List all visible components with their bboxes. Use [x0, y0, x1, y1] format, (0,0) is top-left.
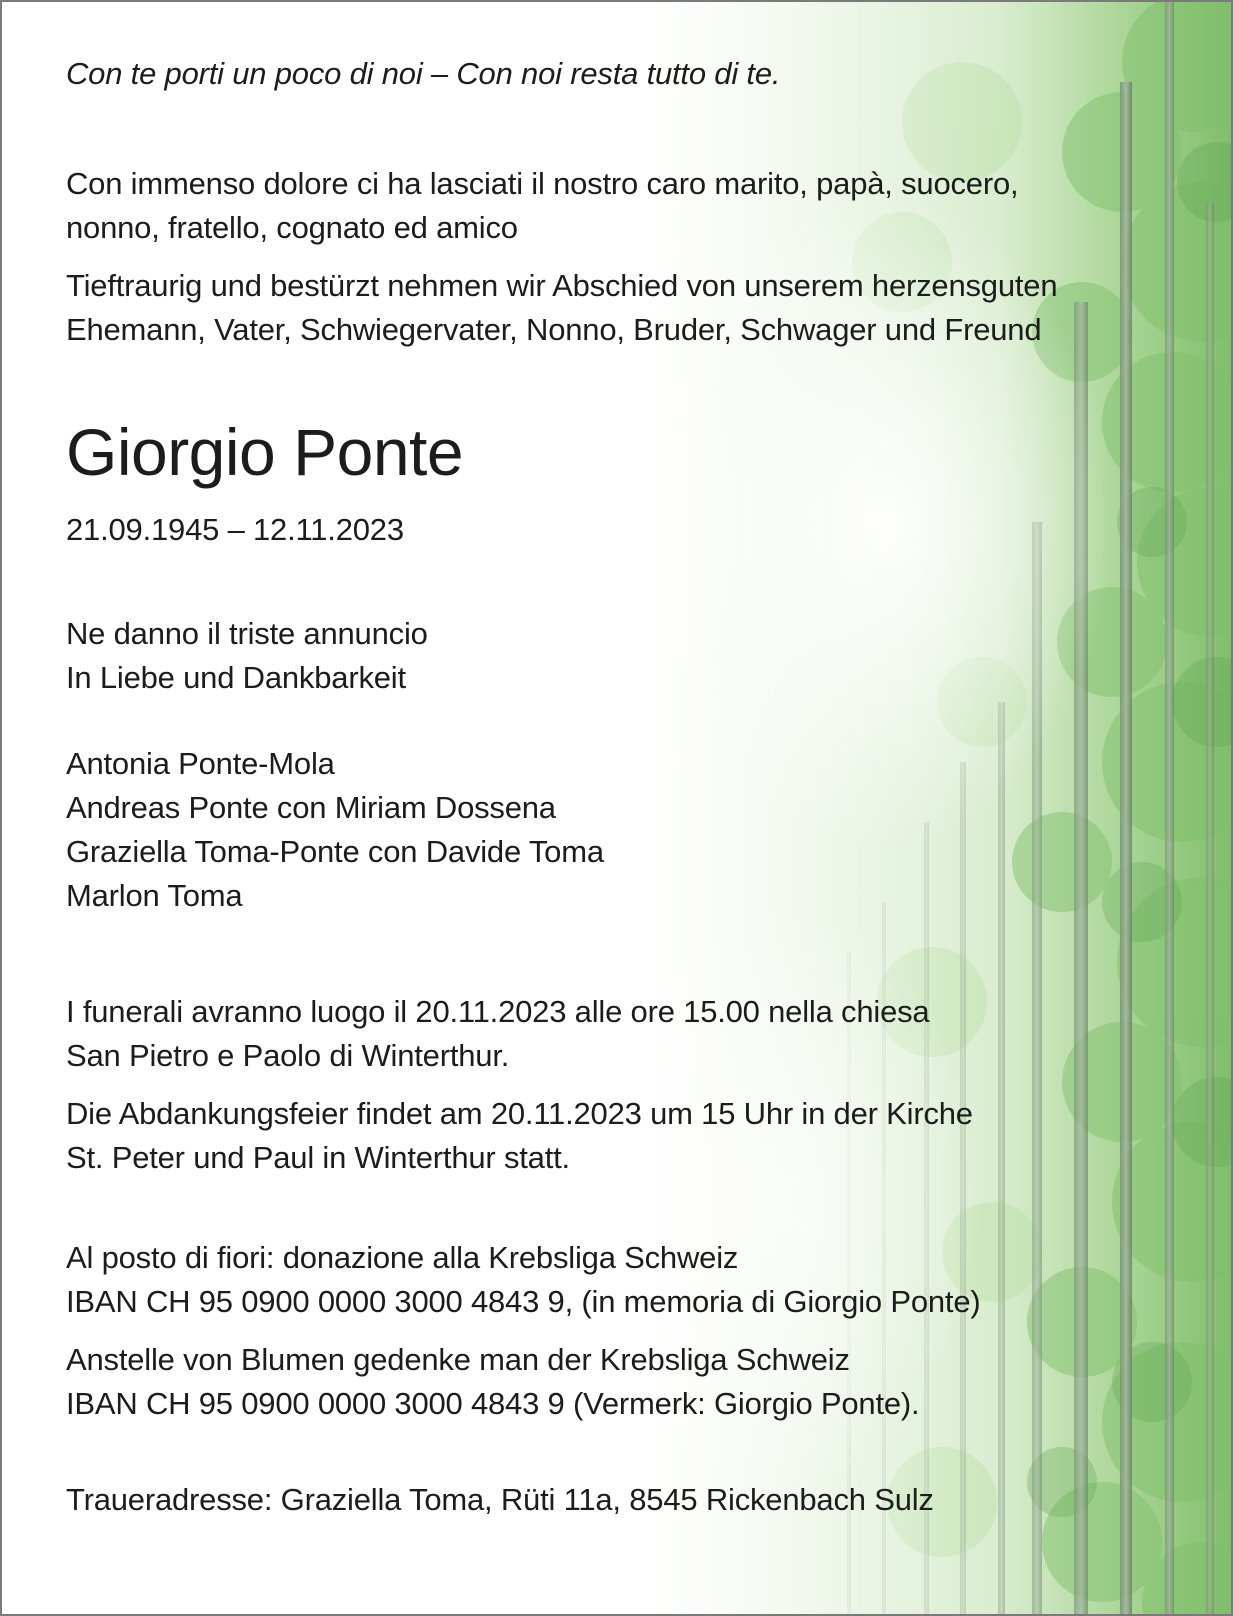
- funeral-italian-line-1: I funerali avranno luogo il 20.11.2023 alle ore 15.00 nella chiesa: [66, 994, 930, 1029]
- donation-german-line-2: IBAN CH 95 0900 0000 3000 4843 9 (Vermerk: Giorgio Ponte).: [66, 1386, 920, 1421]
- intro-german-line-1: Tieftraurig und bestürzt nehmen wir Abschied von unserem herzensguten: [66, 268, 1058, 303]
- life-dates: 21.09.1945 – 12.11.2023: [66, 512, 404, 547]
- donation-italian-line-1: Al posto di fiori: donazione alla Krebsliga Schweiz: [66, 1240, 739, 1275]
- announcement-line-2: In Liebe und Dankbarkeit: [66, 660, 406, 695]
- funeral-german-line-1: Die Abdankungsfeier findet am 20.11.2023 um 15 Uhr in der Kirche: [66, 1096, 973, 1131]
- donation-italian-line-2: IBAN CH 95 0900 0000 3000 4843 9, (in memoria di Giorgio Ponte): [66, 1284, 981, 1319]
- donation-german-line-1: Anstelle von Blumen gedenke man der Krebsliga Schweiz: [66, 1342, 850, 1377]
- funeral-german-line-2: St. Peter und Paul in Winterthur statt.: [66, 1140, 570, 1175]
- intro-german-line-2: Ehemann, Vater, Schwiegervater, Nonno, Bruder, Schwager und Freund: [66, 312, 1042, 347]
- funeral-italian-line-2: San Pietro e Paolo di Winterthur.: [66, 1038, 510, 1073]
- mourning-address: Traueradresse: Graziella Toma, Rüti 11a, 8545 Rickenbach Sulz: [66, 1482, 934, 1517]
- family-member: Graziella Toma-Ponte con Davide Toma: [66, 834, 604, 869]
- announcement-line-1: Ne danno il triste annuncio: [66, 616, 428, 651]
- deceased-name: Giorgio Ponte: [66, 415, 464, 489]
- family-member: Marlon Toma: [66, 878, 243, 913]
- family-member: Andreas Ponte con Miriam Dossena: [66, 790, 556, 825]
- family-member: Antonia Ponte-Mola: [66, 746, 335, 781]
- intro-italian-line-1: Con immenso dolore ci ha lasciati il nostro caro marito, papà, suocero,: [66, 166, 1019, 201]
- motto-line: Con te porti un poco di noi – Con noi resta tutto di te.: [66, 56, 781, 91]
- intro-italian-line-2: nonno, fratello, cognato ed amico: [66, 210, 518, 245]
